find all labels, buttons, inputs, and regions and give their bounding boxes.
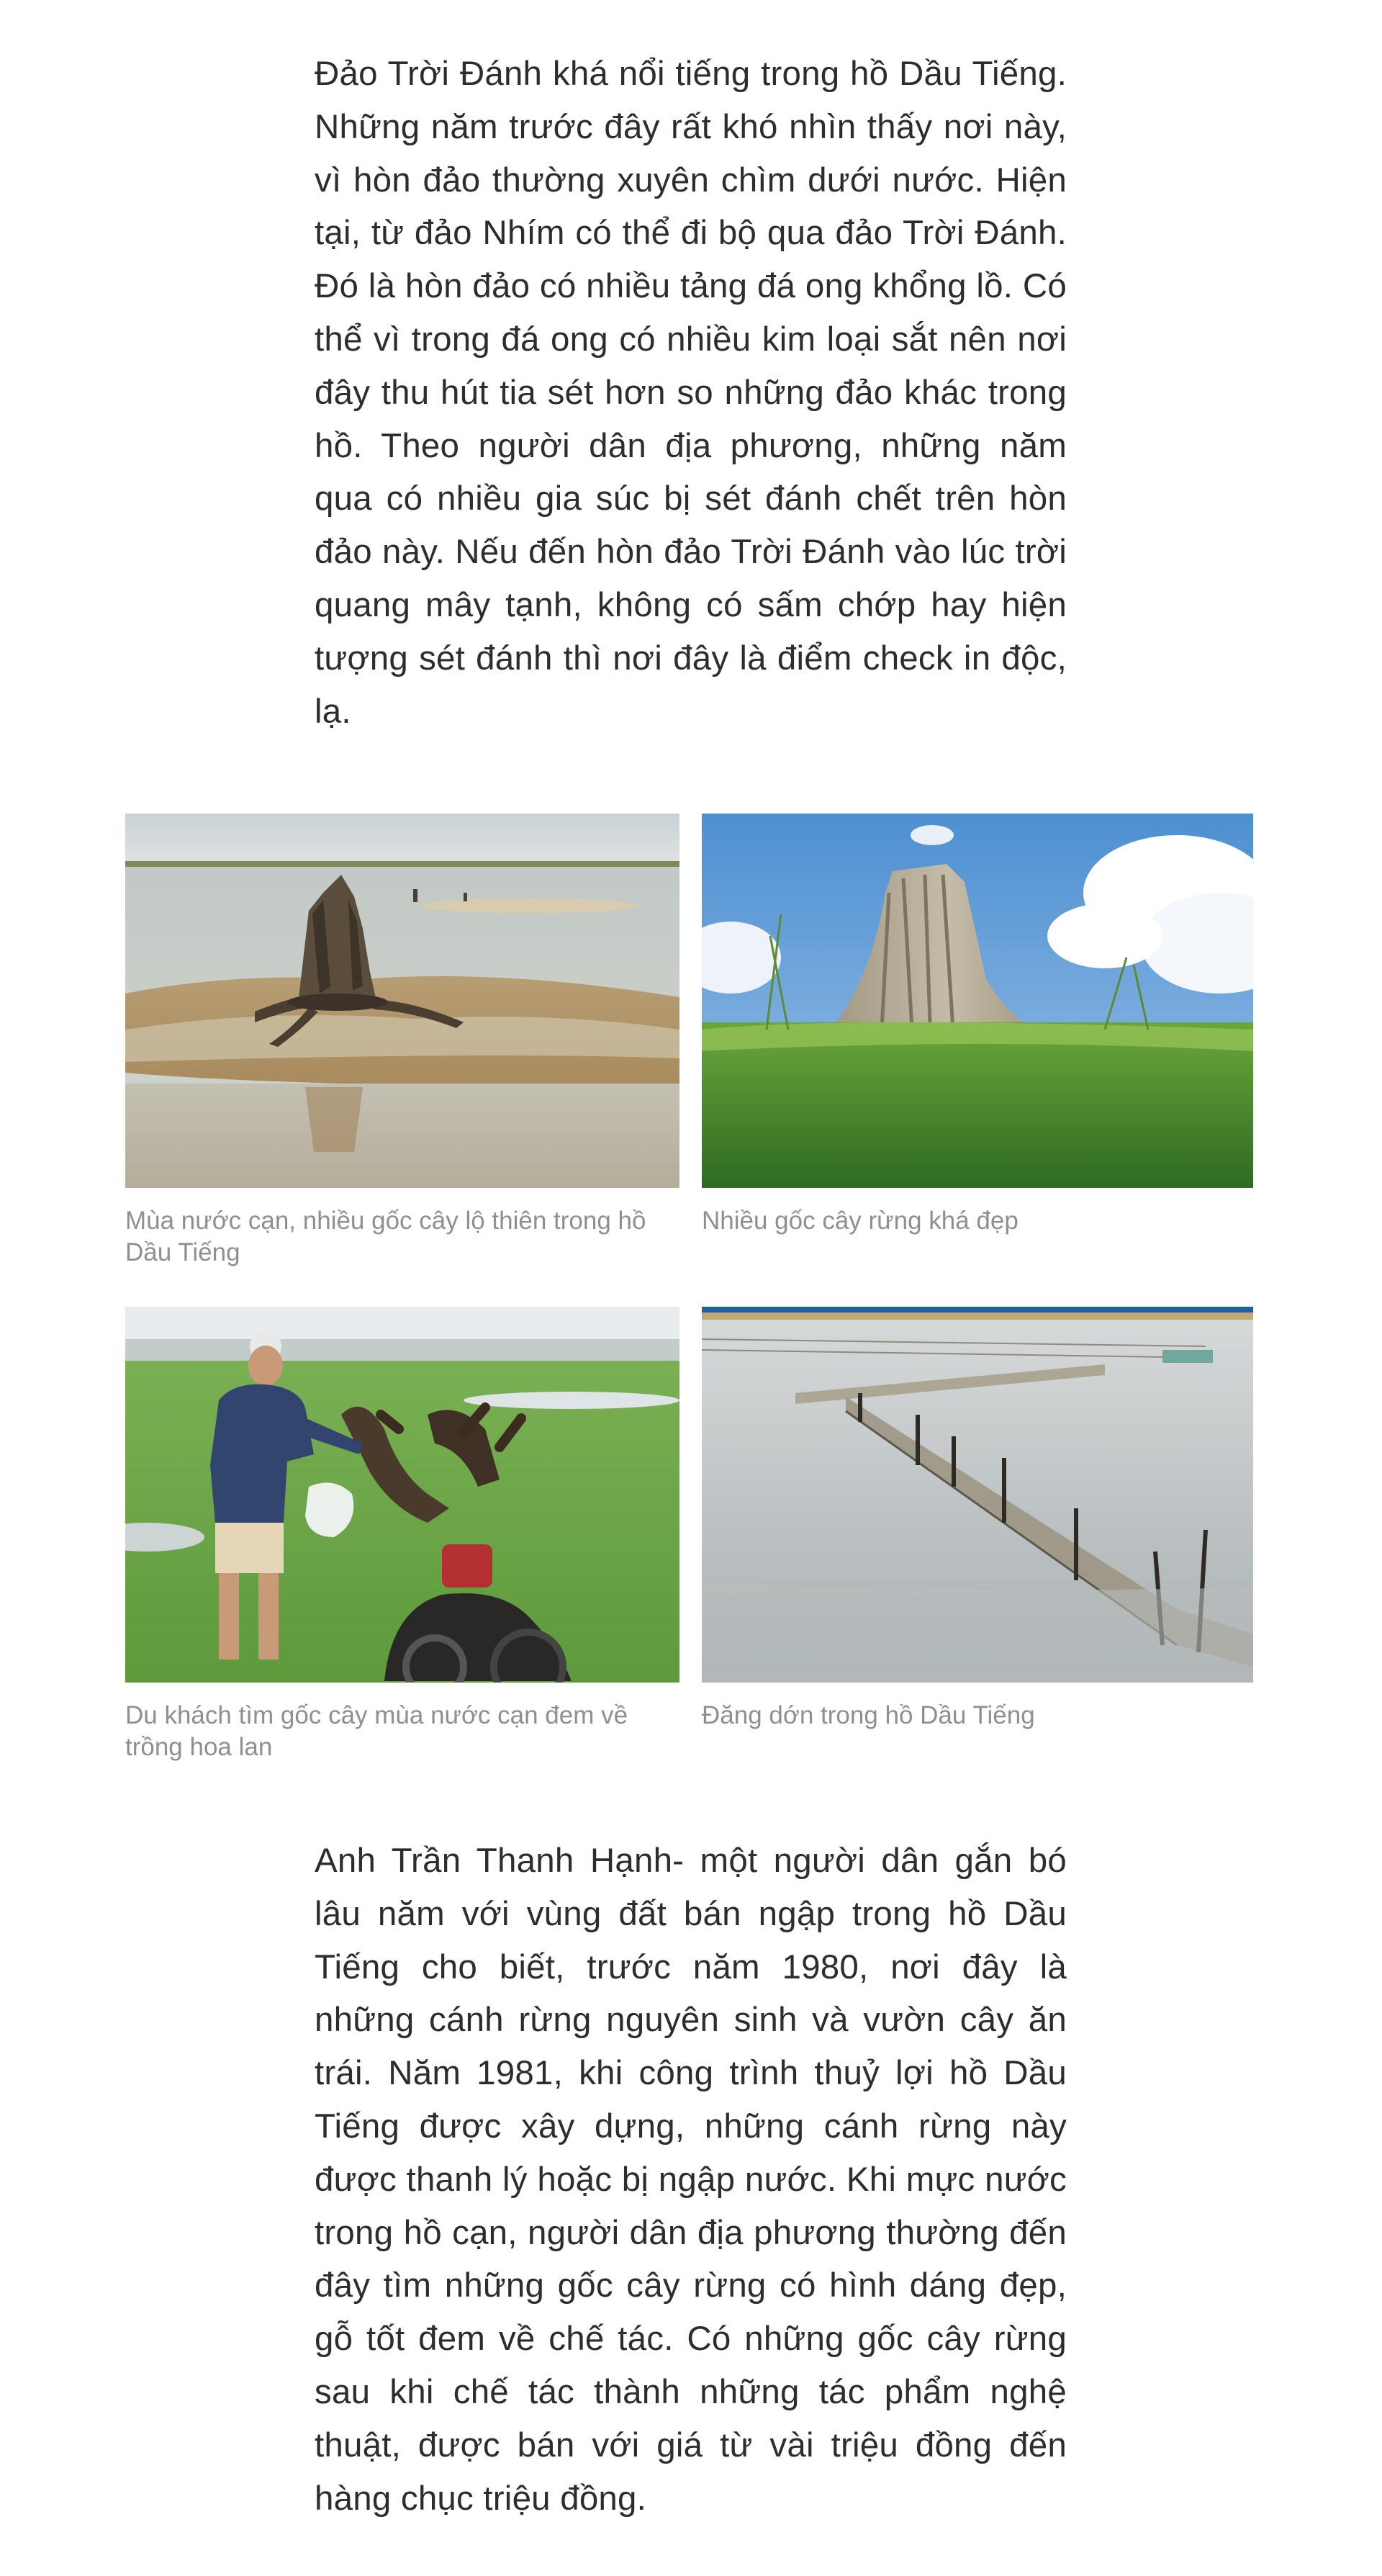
photo-stump-lakebed [125, 814, 679, 1188]
paragraph-interview: Anh Trần Thanh Hạnh- một người dân gắn bó lâu năm với vùng đất bán ngập trong hồ Dầu Tiếng cho biết, trước năm 1980, nơi đây là những cánh rừng nguyên sinh và vườn cây ăn trái. Năm 1981, khi công trình thuỷ lợi hồ Dầu Tiếng được xây dựng, những cánh rừng này được thanh lý hoặc bị ngập nước. Khi mực nước trong hồ cạn, người dân địa phương thường đến đây tìm những gốc cây rừng có hình dáng đẹp, gỗ tốt đem về chế tác. Có những gốc cây rừng sau khi chế tác thành những tác phẩm nghệ thuật, được bán với giá từ vài triệu đồng đến hàng chục triệu đồng. [315, 1842, 1067, 2518]
paragraph-island: Đảo Trời Đánh khá nổi tiếng trong hồ Dầu Tiếng. Những năm trước đây rất khó nhìn thấy nơi này, vì hòn đảo thường xuyên chìm dưới nước. Hiện tại, từ đảo Nhím có thể đi bộ qua đảo Trời Đánh. Đó là hòn đảo có nhiều tảng đá ong khổng lồ. Có thể vì trong đá ong có nhiều kim loại sắt nên nơi đây thu hút tia sét hơn so những đảo khác trong hồ. Theo người dân địa phương, những năm qua có nhiều gia súc bị sét đánh chết trên hòn đảo này. Nếu đến hòn đảo Trời Đánh vào lúc trời quang mây tạnh, không có sấm chớp hay hiện tượng sét đánh thì nơi đây là điểm check in độc, lạ. [315, 55, 1067, 731]
caption-fish-nets: Đăng dớn trong hồ Dầu Tiếng [702, 1701, 1035, 1729]
caption-stump-lakebed: Mùa nước cạn, nhiều gốc cây lộ thiên trong hồ Dầu Tiếng [125, 1207, 646, 1266]
photo-fish-nets [702, 1307, 1253, 1683]
caption-man-motorbike: Du khách tìm gốc cây mùa nước cạn đem về trồng hoa lan [125, 1701, 628, 1761]
photo-stump-grass [702, 814, 1253, 1188]
caption-stump-grass: Nhiều gốc cây rừng khá đẹp [702, 1207, 1019, 1235]
photo-man-motorbike [125, 1307, 679, 1683]
